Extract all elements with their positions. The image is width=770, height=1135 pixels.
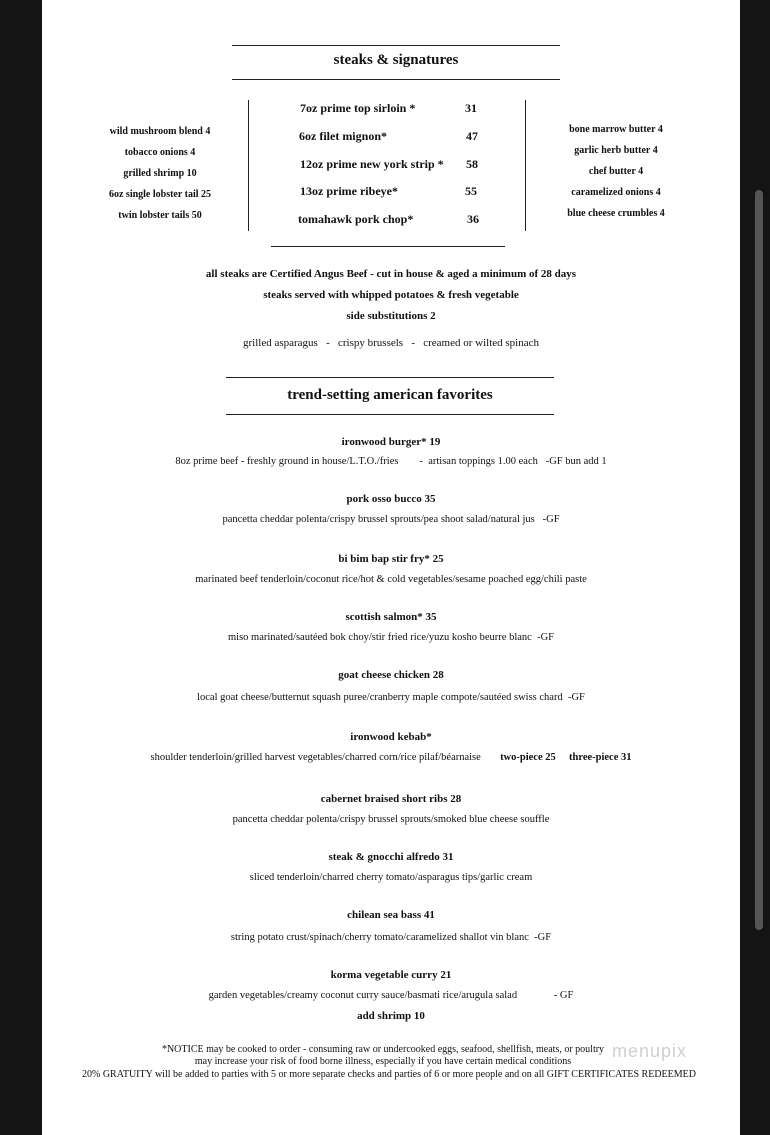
footer-notice: may increase your risk of food borne illness, especially if you have certain medical conditions	[194, 1056, 572, 1067]
footer-notice: *NOTICE may be cooked to order - consuming raw or undercooked eggs, seafood, shellfish, meats, or poultry	[161, 1044, 605, 1055]
steak-name: 12oz prime new york strip *	[300, 157, 444, 171]
dish-name: ironwood burger* 19	[341, 436, 441, 448]
dish-addon: add shrimp 10	[357, 1010, 425, 1022]
dish-name: steak & gnocchi alfredo 31	[328, 851, 454, 863]
steak-name: 7oz prime top sirloin *	[300, 101, 416, 115]
dish-description: 8oz prime beef - freshly ground in house/L.T.O./fries - artisan toppings 1.00 each -GF bun add 1	[175, 456, 607, 467]
right-vertical-divider	[525, 100, 526, 231]
right-butter-item: blue cheese crumbles 4	[567, 208, 665, 219]
steaks-note: steaks served with whipped potatoes & fresh vegetable	[263, 289, 519, 301]
steaks-bottom-divider	[232, 79, 560, 80]
left-side-item: twin lobster tails 50	[118, 210, 202, 221]
dish-name: goat cheese chicken 28	[338, 669, 444, 681]
side-substitutions: grilled asparagus - crispy brussels - creamed or wilted spinach	[243, 337, 539, 349]
left-side-item: 6oz single lobster tail 25	[108, 189, 212, 200]
left-side-item: wild mushroom blend 4	[109, 126, 211, 137]
dish-description: string potato crust/spinach/cherry tomato/caramelized shallot vin blanc -GF	[230, 932, 552, 943]
dish-description: garden vegetables/creamy coconut curry sauce/basmati rice/arugula salad - GF	[208, 990, 574, 1001]
dish-name: korma vegetable curry 21	[330, 969, 452, 981]
steak-name: tomahawk pork chop*	[298, 212, 414, 226]
dish-name: scottish salmon* 35	[345, 611, 437, 623]
kebab-description: shoulder tenderloin/grilled harvest vegetables/charred corn/rice pilaf/béarnaise	[150, 752, 481, 763]
dish-name: ironwood kebab*	[350, 731, 432, 743]
right-butter-item: caramelized onions 4	[571, 187, 661, 198]
steaks-list-bottom-divider	[271, 246, 505, 247]
footer-gratuity: 20% GRATUITY will be added to parties with 5 or more separate checks and parties of 6 or more people and on all GIFT CERTIFICATES REDEEMED	[82, 1069, 696, 1080]
dish-name: chilean sea bass 41	[347, 909, 435, 921]
dish-description: pancetta cheddar polenta/crispy brussel sprouts/smoked blue cheese souffle	[232, 814, 550, 825]
dish-name: bi bim bap stir fry* 25	[338, 553, 444, 565]
dish-description: pancetta cheddar polenta/crispy brussel sprouts/pea shoot salad/natural jus -GF	[222, 514, 560, 525]
dish-description: marinated beef tenderloin/coconut rice/hot & cold vegetables/sesame poached egg/chili paste	[195, 574, 587, 585]
favorites-top-divider	[226, 377, 554, 378]
dish-name: pork osso bucco 35	[346, 493, 436, 505]
scrollbar[interactable]	[755, 190, 763, 930]
watermark-text: menupix	[612, 1041, 688, 1061]
steak-price: 36	[467, 212, 479, 226]
right-butter-item: garlic herb butter 4	[574, 145, 658, 156]
steaks-top-divider	[232, 45, 560, 46]
steak-name: 6oz filet mignon*	[299, 129, 387, 143]
dish-description: sliced tenderloin/charred cherry tomato/asparagus tips/garlic cream	[249, 872, 533, 883]
dish-name: cabernet braised short ribs 28	[320, 793, 462, 805]
steak-price: 58	[466, 157, 478, 171]
favorites-title: trend-setting american favorites	[287, 387, 493, 403]
dish-description	[42, 752, 740, 763]
steaks-note: all steaks are Certified Angus Beef - cut in house & aged a minimum of 28 days	[205, 268, 577, 280]
kebab-two-piece: two-piece 25	[500, 752, 556, 763]
right-butter-item: bone marrow butter 4	[569, 124, 663, 135]
left-vertical-divider	[248, 100, 249, 231]
steak-price: 47	[466, 129, 478, 143]
favorites-bottom-divider	[226, 414, 554, 415]
steaks-title: steaks & signatures	[333, 52, 459, 68]
left-side-item: grilled shrimp 10	[123, 168, 197, 179]
steaks-note: side substitutions 2	[346, 310, 436, 322]
kebab-three-piece: three-piece 31	[569, 752, 632, 763]
dish-description: miso marinated/sautéed bok choy/stir fried rice/yuzu kosho beurre blanc -GF	[228, 632, 554, 643]
steak-price: 31	[465, 101, 477, 115]
right-butter-item: chef butter 4	[588, 166, 644, 177]
steak-name: 13oz prime ribeye*	[300, 184, 398, 198]
steak-price: 55	[465, 184, 477, 198]
dish-description: local goat cheese/butternut squash puree/cranberry maple compote/sautéed swiss chard -GF	[197, 692, 585, 703]
left-side-item: tobacco onions 4	[124, 147, 196, 158]
menu-page	[42, 0, 740, 1135]
